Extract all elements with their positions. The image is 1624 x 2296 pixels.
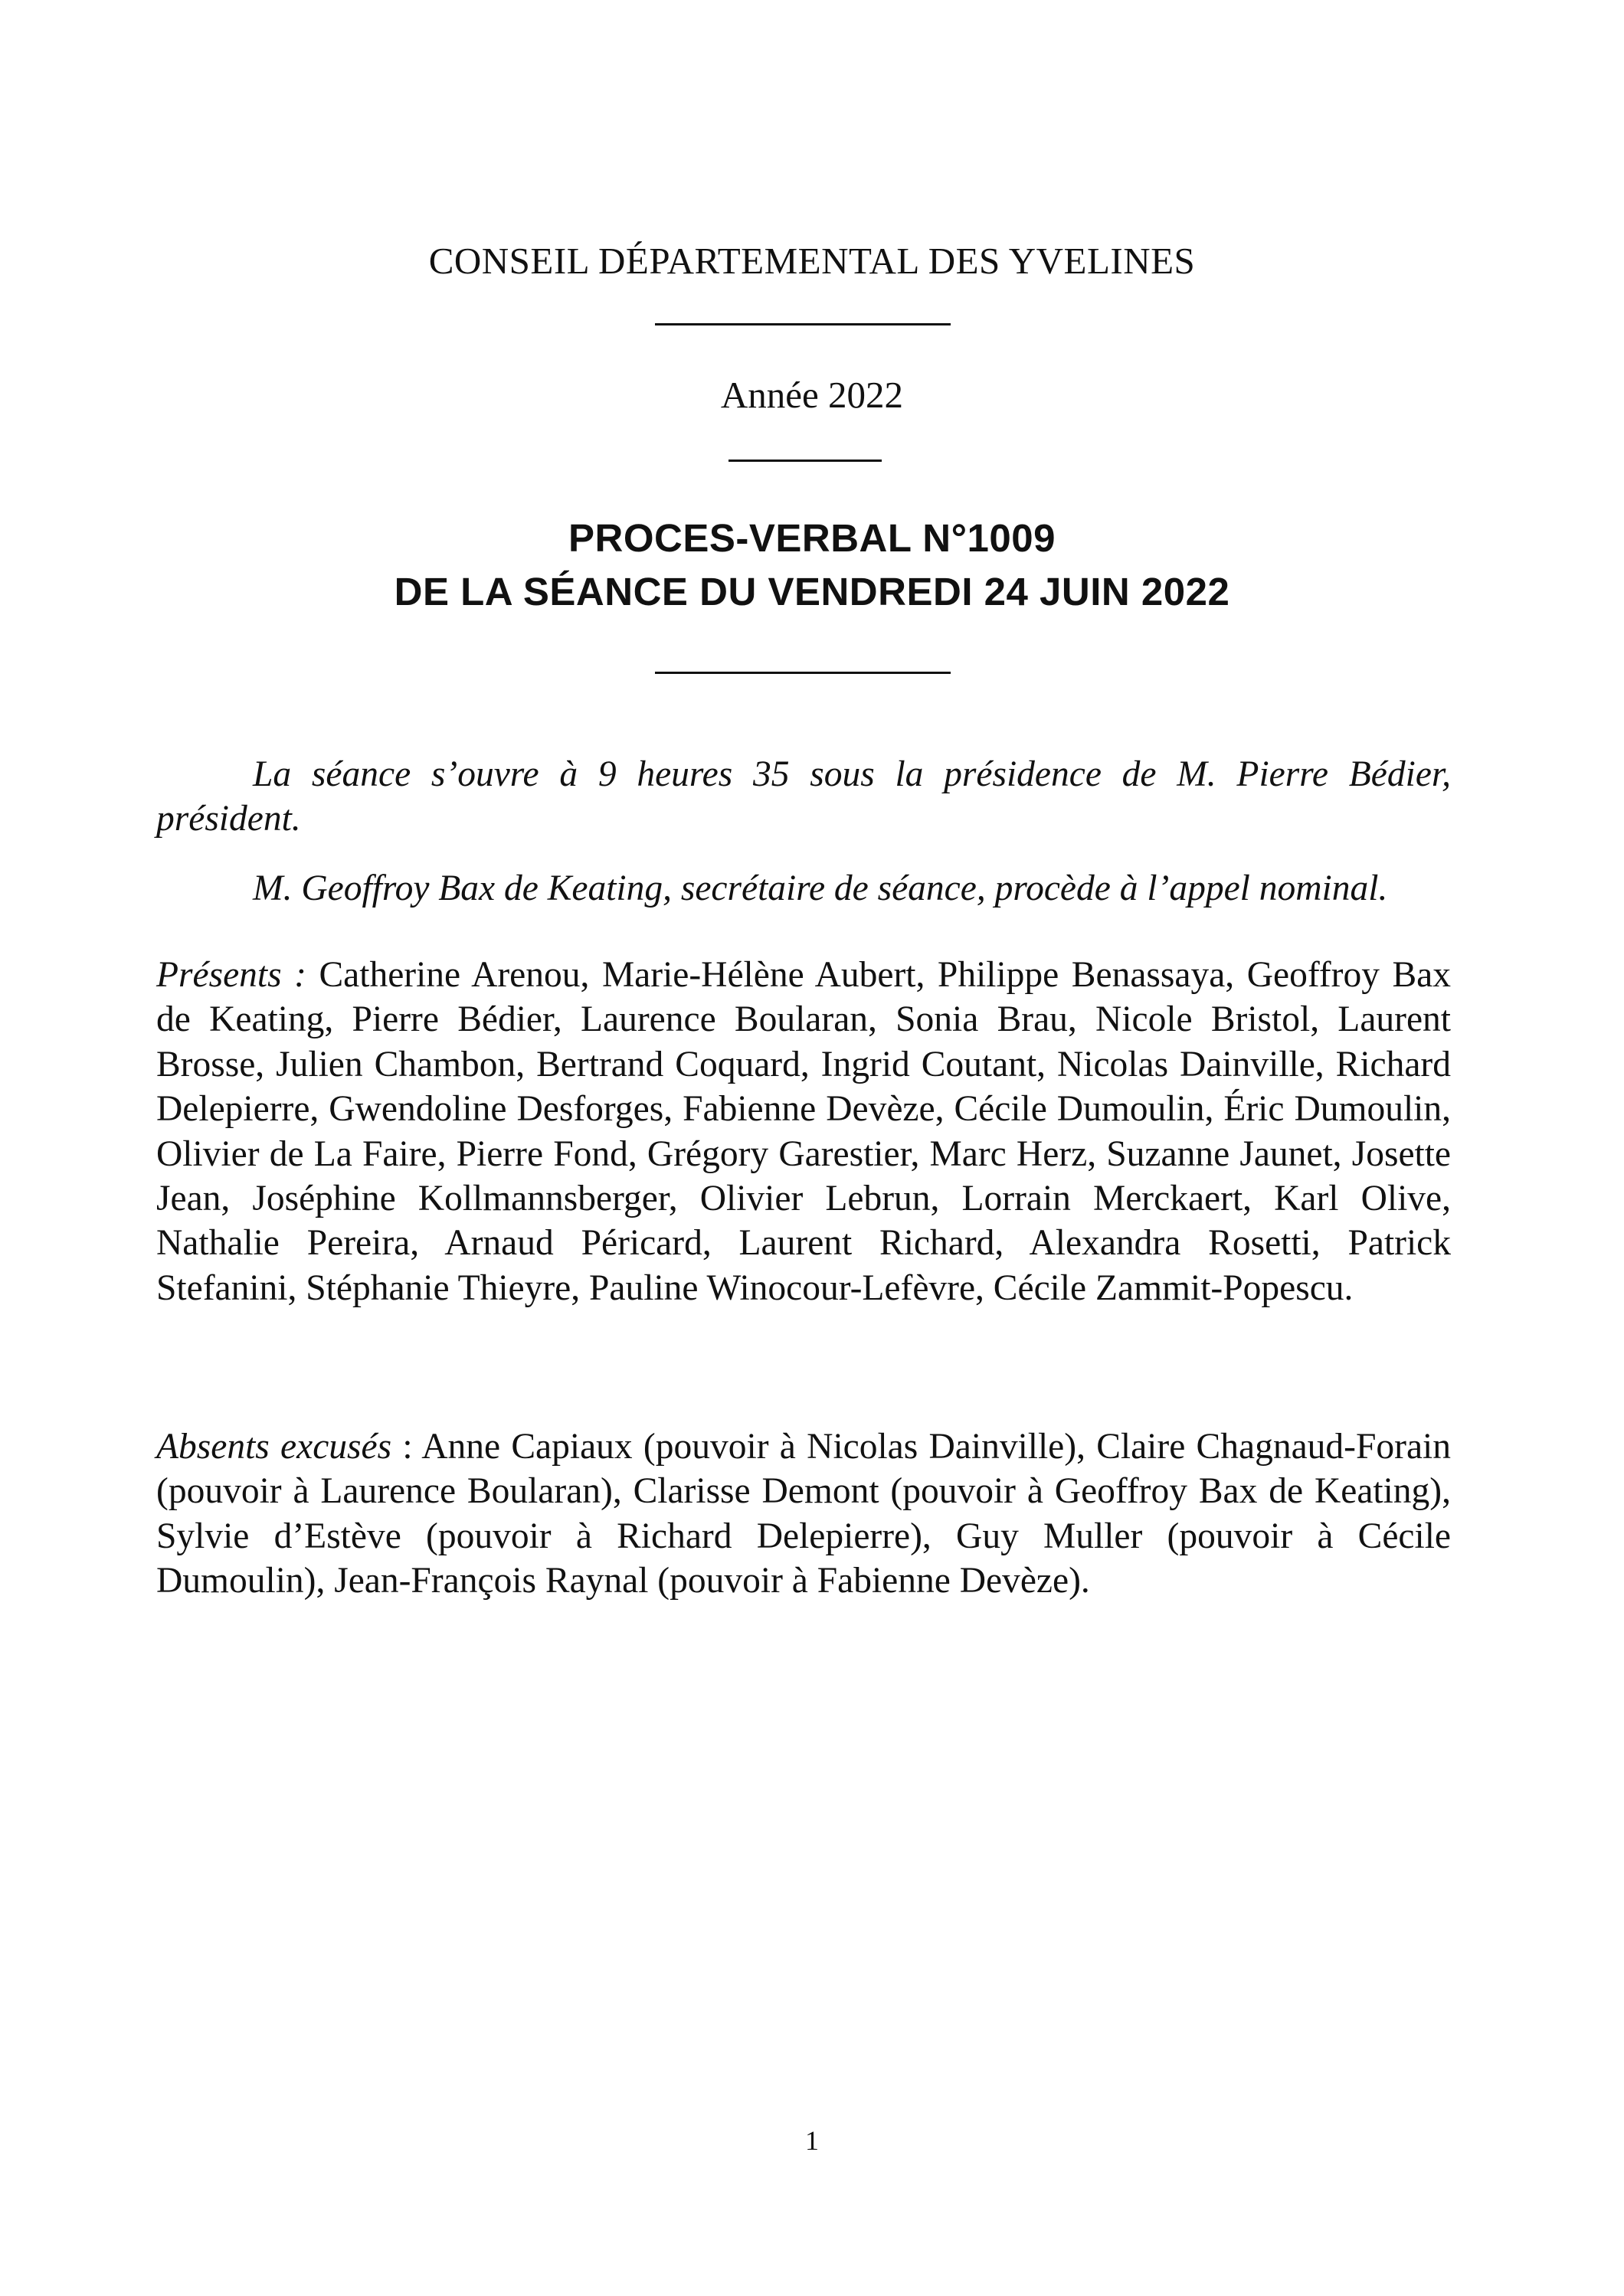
title-line-2: DE LA SÉANCE DU VENDREDI 24 JUIN 2022: [394, 570, 1230, 613]
absent-members-paragraph: [156, 1424, 1451, 1604]
year-label: Année 2022: [720, 374, 904, 416]
absent-members-list: : Anne Capiaux (pouvoir à Nicolas Dainville), Claire Chagnaud-Forain (pouvoir à Laurence Boularan), Clarisse Demont (pouvoir à Geoffroy Bax de Keating), Sylvie d’Estève (pouvoir à Richard Delepierre), Guy Muller (pouvoir à Cécile Dumoulin), Jean-François Raynal (pouvoir à Fabienne Devèze).: [156, 1427, 1451, 1601]
document-title: [0, 512, 1624, 619]
divider-rule: [655, 672, 951, 674]
title-line-1: PROCES-VERBAL N°1009: [568, 516, 1056, 560]
divider-rule: [655, 323, 951, 325]
present-members-list: Catherine Arenou, Marie-Hélène Aubert, Philippe Benassaya, Geoffroy Bax de Keating, Pierre Bédier, Laurence Boularan, Sonia Brau, Nicole Bristol, Laurent Brosse, Julien Chambon, Bertrand Coquard, Ingrid Coutant, Nicolas Dainville, Richard Delepierre, Gwendoline Desforges, Fabienne Devèze, Cécile Dumoulin, Éric Dumoulin, Olivier de La Faire, Pierre Fond, Grégory Garestier, Marc Herz, Suzanne Jaunet, Josette Jean, Joséphine Kollmannsberger, Olivier Lebrun, Lorrain Merckaert, Karl Olive, Nathalie Pereira, Arnaud Péricard, Laurent Richard, Alexandra Rosetti, Patrick Stefanini, Stéphanie Thieyre, Pauline Winocour-Lefèvre, Cécile Zammit-Popescu.: [156, 955, 1451, 1308]
present-label: Présents :: [156, 955, 306, 995]
council-name: CONSEIL DÉPARTEMENTAL DES YVELINES: [428, 240, 1196, 282]
roll-call-paragraph: M. Geoffroy Bax de Keating, secrétaire de séance, procède à l’appel nominal.: [253, 868, 1388, 908]
page-number: 1: [805, 2125, 819, 2156]
opening-paragraph: La séance s’ouvre à 9 heures 35 sous la présidence de M. Pierre Bédier, président.: [156, 754, 1451, 839]
present-members-paragraph: [156, 953, 1451, 1310]
absent-label: Absents excusés: [156, 1427, 392, 1467]
divider-rule: [729, 460, 882, 462]
